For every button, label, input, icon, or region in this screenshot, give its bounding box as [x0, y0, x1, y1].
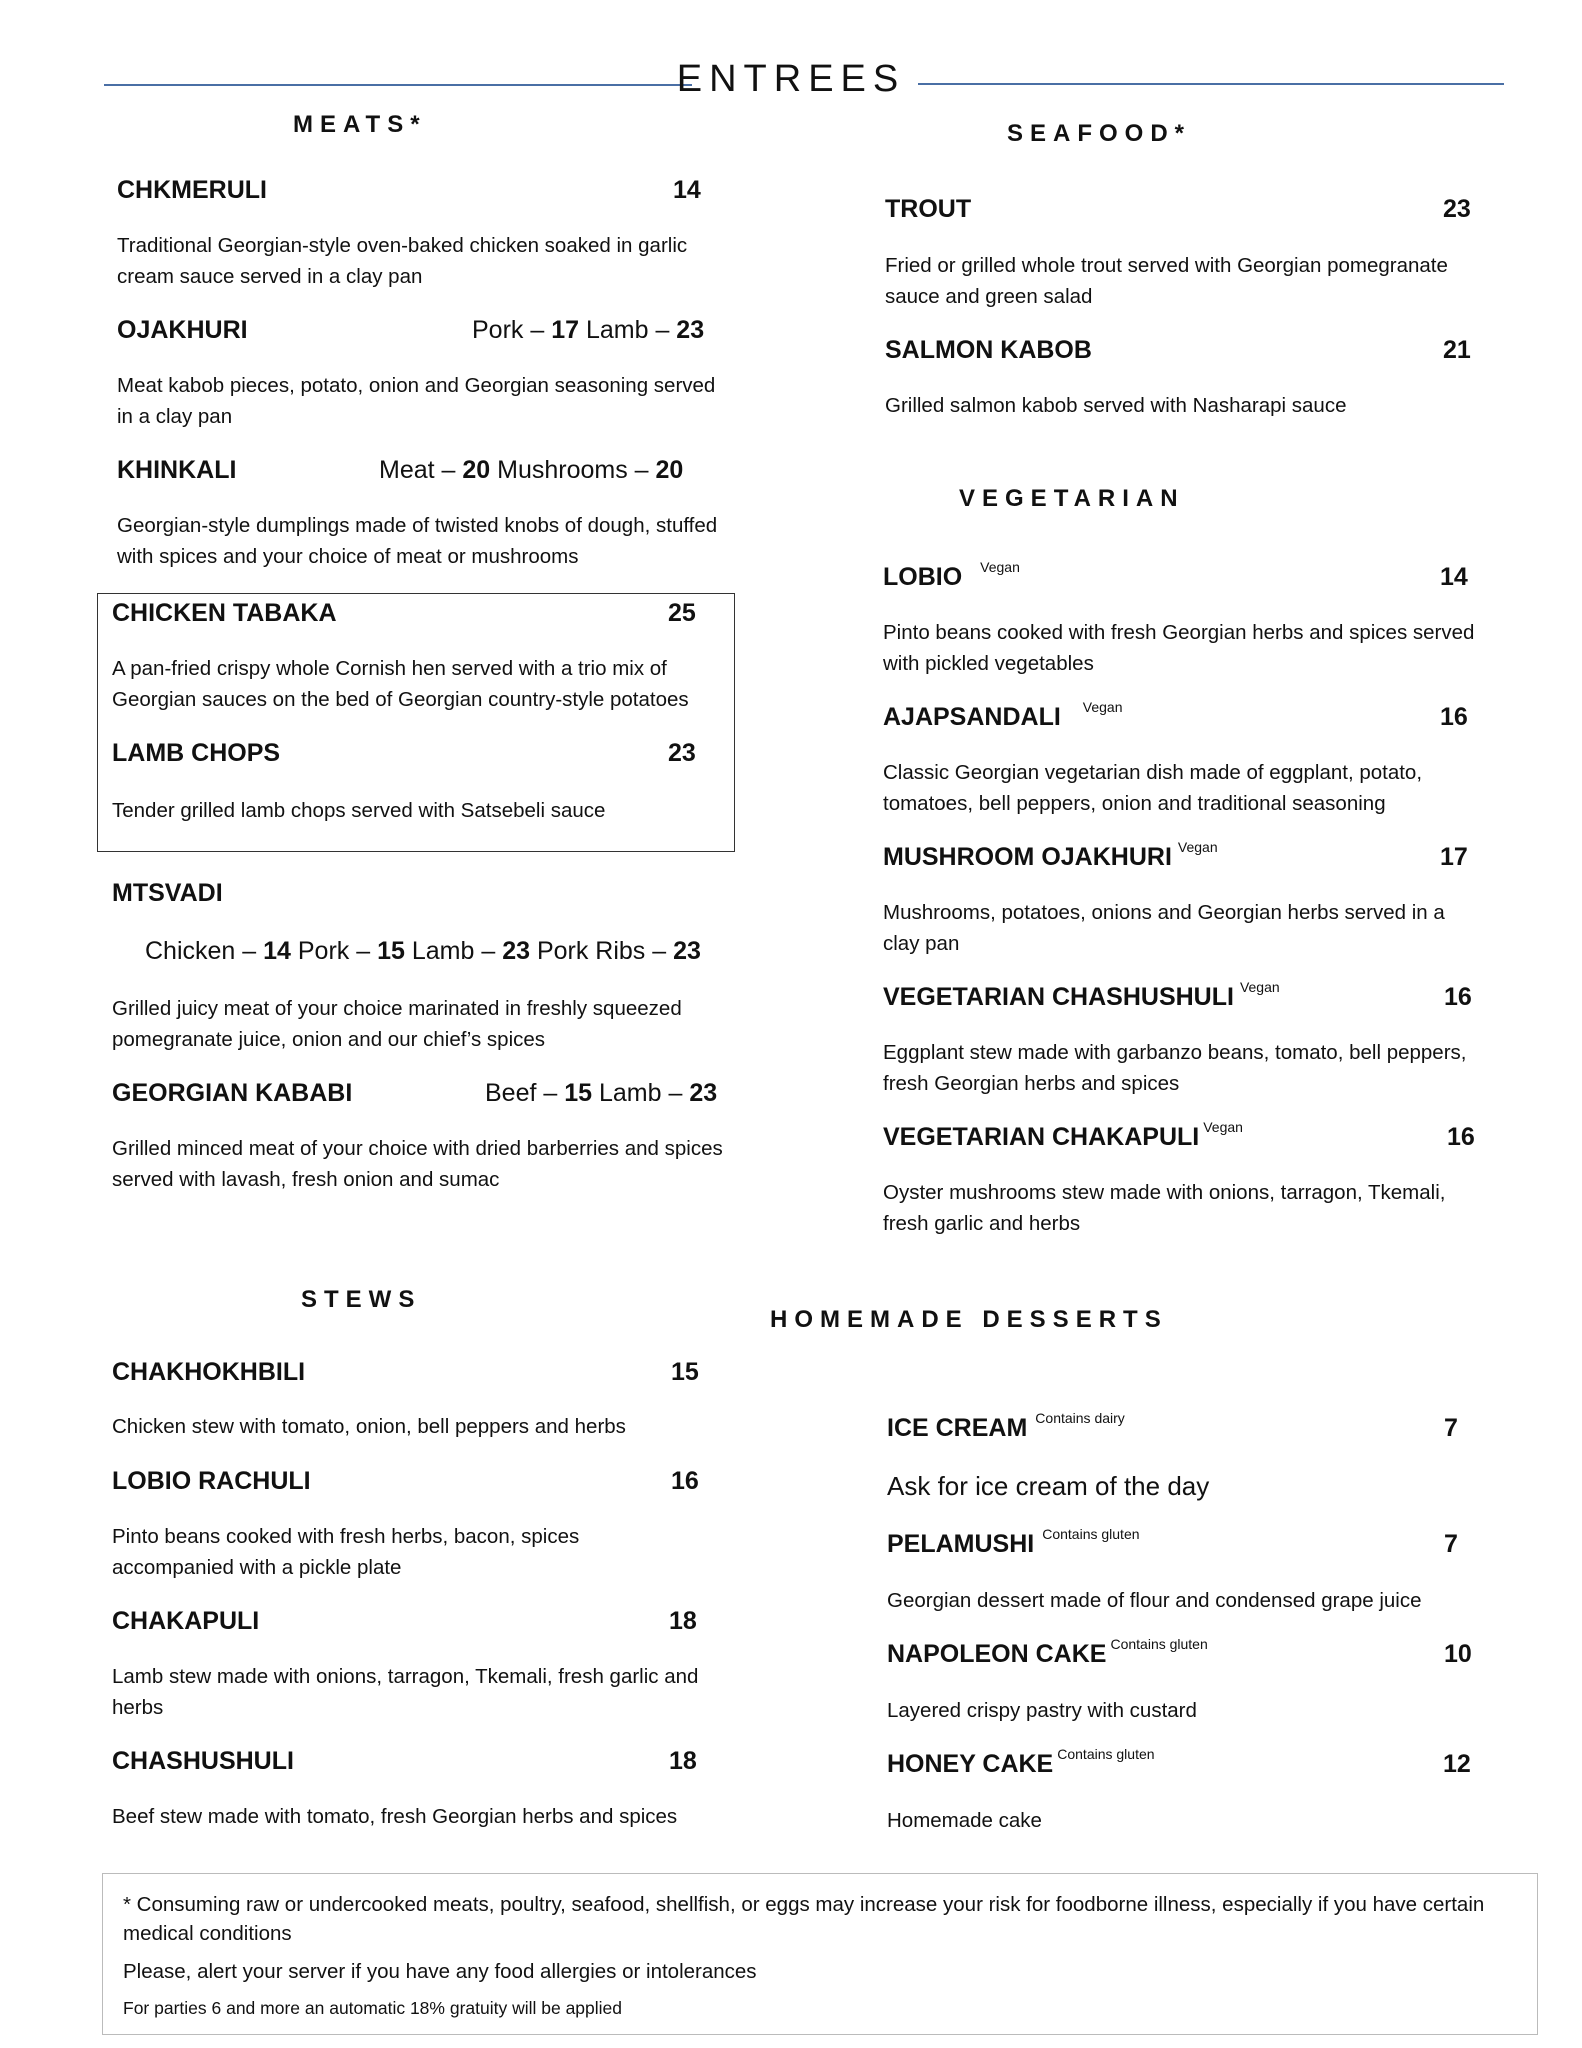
item-name-napoleon-cake-text: NAPOLEON CAKE: [887, 1640, 1107, 1668]
price-value-pork-ribs: 23: [673, 937, 701, 965]
price-value-pork: 15: [377, 937, 405, 965]
item-desc-salmon-kabob: Grilled salmon kabob served with Nasharapi sauce: [885, 394, 1347, 417]
page-title: ENTREES: [676, 58, 906, 100]
section-heading-desserts: HOMEMADE DESSERTS: [770, 1306, 1168, 1333]
item-name-chakhokhbili: CHAKHOKHBILI: [112, 1358, 306, 1386]
item-desc-napoleon-cake: Layered crispy pastry with custard: [887, 1699, 1197, 1722]
item-desc-ice-cream: Ask for ice cream of the day: [887, 1471, 1210, 1501]
price-label-pork: Pork –: [472, 316, 552, 344]
price-label-lamb: Lamb –: [592, 1079, 690, 1107]
item-desc-honey-cake: Homemade cake: [887, 1809, 1042, 1832]
item-desc-chkmeruli: Traditional Georgian-style oven-baked chicken soaked in garlic cream sauce served in a clay pan: [117, 234, 688, 288]
item-desc-lobio-rachuli: Pinto beans cooked with fresh herbs, bacon, spices accompanied with a pickle plate: [112, 1525, 580, 1579]
tag-vegan: Vegan: [980, 559, 1020, 575]
section-heading-meats: MEATS*: [293, 111, 427, 138]
tag-vegan: Vegan: [1082, 699, 1123, 715]
item-name-honey-cake: [887, 1746, 1155, 1779]
item-price-ojakhuri: [472, 316, 704, 345]
item-price-napoleon-cake: 10: [1444, 1640, 1472, 1668]
item-desc-trout: Fried or grilled whole trout served with Georgian pomegranate sauce and green salad: [885, 254, 1448, 308]
price-value-meat: 20: [462, 456, 491, 484]
item-name-lobio: [883, 559, 1020, 592]
section-heading-seafood: SEAFOOD*: [1007, 120, 1192, 147]
item-desc-vegetarian-chakapuli: Oyster mushrooms stew made with onions, tarragon, Tkemali, fresh garlic and herbs: [883, 1181, 1446, 1235]
item-name-vegetarian-chashushuli: [883, 979, 1280, 1012]
item-name-trout: TROUT: [885, 195, 972, 223]
item-desc-georgian-kababi: Grilled minced meat of your choice with dried barberries and spices served with lavash, fresh onion and sumac: [112, 1137, 723, 1191]
footer-note-allergies: Please, alert your server if you have any food allergies or intolerances: [123, 1960, 757, 1983]
item-name-salmon-kabob: SALMON KABOB: [885, 336, 1092, 364]
item-name-vegetarian-chakapuli: [883, 1119, 1243, 1152]
price-value-pork: 17: [551, 316, 580, 344]
tag-contains-gluten: Contains gluten: [1057, 1746, 1155, 1762]
price-label-chicken: Chicken –: [145, 937, 264, 965]
price-value-lamb: 23: [502, 937, 530, 965]
item-price-mtsvadi: [145, 937, 701, 966]
item-price-chicken-tabaka: 25: [668, 599, 696, 627]
item-price-chashushuli: 18: [669, 1747, 697, 1775]
item-price-vegetarian-chashushuli: 16: [1444, 983, 1472, 1011]
item-desc-ajapsandali: Classic Georgian vegetarian dish made of eggplant, potato, tomatoes, bell peppers, onion and traditional seasoning: [883, 761, 1423, 815]
section-heading-stews: STEWS: [301, 1286, 422, 1313]
item-name-pelamushi: [887, 1526, 1140, 1559]
tag-contains-gluten: Contains gluten: [1110, 1636, 1208, 1652]
item-name-ajapsandali: [883, 699, 1123, 732]
price-value-mushrooms: 20: [655, 456, 684, 484]
item-desc-chakhokhbili: Chicken stew with tomato, onion, bell peppers and herbs: [112, 1415, 626, 1438]
item-price-mushroom-ojakhuri: 17: [1440, 843, 1468, 871]
item-name-lobio-text: LOBIO: [883, 563, 963, 591]
item-name-mtsvadi: MTSVADI: [112, 879, 223, 907]
item-name-vegetarian-chakapuli-text: VEGETARIAN CHAKAPULI: [883, 1123, 1200, 1151]
item-desc-mtsvadi: Grilled juicy meat of your choice marinated in freshly squeezed pomegranate juice, onion and our chief’s spices: [112, 997, 682, 1051]
item-price-chakapuli: 18: [669, 1607, 697, 1635]
price-label-pork-ribs: Pork Ribs –: [530, 937, 674, 965]
item-desc-lobio: Pinto beans cooked with fresh Georgian herbs and spices served with pickled vegetables: [883, 621, 1475, 675]
price-value-lamb: 23: [689, 1079, 718, 1107]
item-name-honey-cake-text: HONEY CAKE: [887, 1750, 1054, 1778]
price-label-meat: Meat –: [379, 456, 463, 484]
price-label-lamb: Lamb –: [579, 316, 677, 344]
footer-note-gratuity: For parties 6 and more an automatic 18% gratuity will be applied: [123, 1998, 623, 2018]
item-price-georgian-kababi: [485, 1079, 717, 1108]
item-name-ajapsandali-text: AJAPSANDALI: [883, 703, 1061, 731]
price-label-beef: Beef –: [485, 1079, 565, 1107]
item-price-chakhokhbili: 15: [671, 1358, 699, 1386]
item-price-khinkali: [379, 456, 683, 485]
item-desc-lamb-chops: Tender grilled lamb chops served with Satsebeli sauce: [112, 799, 606, 822]
item-name-chashushuli: CHASHUSHULI: [112, 1747, 294, 1775]
price-label-mushrooms: Mushrooms –: [490, 456, 656, 484]
item-name-ice-cream-text: ICE CREAM: [887, 1414, 1028, 1442]
item-price-vegetarian-chakapuli: 16: [1447, 1123, 1475, 1151]
item-desc-vegetarian-chashushuli: Eggplant stew made with garbanzo beans, tomato, bell peppers, fresh Georgian herbs and spices: [883, 1041, 1467, 1095]
item-name-georgian-kababi: GEORGIAN KABABI: [112, 1079, 353, 1107]
item-desc-ojakhuri: Meat kabob pieces, potato, onion and Georgian seasoning served in a clay pan: [117, 374, 716, 428]
item-name-ojakhuri: OJAKHURI: [117, 316, 248, 344]
item-price-lobio: 14: [1440, 563, 1468, 591]
item-desc-pelamushi: Georgian dessert made of flour and condensed grape juice: [887, 1589, 1422, 1612]
item-price-ice-cream: 7: [1444, 1414, 1458, 1442]
item-price-chkmeruli: 14: [673, 176, 701, 204]
item-price-lamb-chops: 23: [668, 739, 696, 767]
price-value-beef: 15: [564, 1079, 593, 1107]
item-desc-khinkali: Georgian-style dumplings made of twisted knobs of dough, stuffed with spices and your choice of meat or mushrooms: [117, 514, 718, 568]
tag-vegan: Vegan: [1177, 839, 1218, 855]
item-name-mushroom-ojakhuri-text: MUSHROOM OJAKHURI: [883, 843, 1172, 871]
item-desc-chashushuli: Beef stew made with tomato, fresh Georgian herbs and spices: [112, 1805, 678, 1828]
item-name-vegetarian-chashushuli-text: VEGETARIAN CHASHUSHULI: [883, 983, 1234, 1011]
item-price-ajapsandali: 16: [1440, 703, 1468, 731]
item-price-honey-cake: 12: [1443, 1750, 1471, 1778]
price-value-chicken: 14: [263, 937, 291, 965]
item-price-salmon-kabob: 21: [1443, 336, 1471, 364]
item-price-trout: 23: [1443, 195, 1471, 223]
tag-vegan: Vegan: [1203, 1119, 1243, 1135]
section-heading-vegetarian: VEGETARIAN: [959, 485, 1185, 512]
item-name-khinkali: KHINKALI: [117, 456, 237, 484]
item-name-chakapuli: CHAKAPULI: [112, 1607, 260, 1635]
item-desc-chakapuli: Lamb stew made with onions, tarragon, Tkemali, fresh garlic and herbs: [112, 1665, 699, 1719]
tag-vegan: Vegan: [1239, 979, 1280, 995]
item-name-lobio-rachuli: LOBIO RACHULI: [112, 1467, 311, 1495]
item-name-chkmeruli: CHKMERULI: [117, 176, 267, 204]
item-name-pelamushi-text: PELAMUSHI: [887, 1530, 1035, 1558]
price-label-lamb: Lamb –: [404, 937, 503, 965]
price-value-lamb: 23: [676, 316, 705, 344]
footer-note-health-warning: * Consuming raw or undercooked meats, poultry, seafood, shellfish, or eggs may increase your risk for foodborne illness, especially if you have certain medical conditions: [123, 1893, 1485, 1945]
item-name-napoleon-cake: [887, 1636, 1208, 1669]
tag-contains-dairy: Contains dairy: [1035, 1410, 1125, 1426]
item-price-lobio-rachuli: 16: [671, 1467, 699, 1495]
item-desc-mushroom-ojakhuri: Mushrooms, potatoes, onions and Georgian herbs served in a clay pan: [883, 901, 1445, 955]
price-label-pork: Pork –: [290, 937, 378, 965]
item-price-pelamushi: 7: [1444, 1530, 1458, 1558]
tag-contains-gluten: Contains gluten: [1042, 1526, 1140, 1542]
item-name-lamb-chops: LAMB CHOPS: [112, 739, 281, 767]
item-name-mushroom-ojakhuri: [883, 839, 1218, 872]
item-name-ice-cream: [887, 1410, 1125, 1443]
item-desc-chicken-tabaka: A pan-fried crispy whole Cornish hen served with a trio mix of Georgian sauces on the bed of Georgian country-style potatoes: [112, 657, 689, 711]
item-name-chicken-tabaka: CHICKEN TABAKA: [112, 599, 337, 627]
